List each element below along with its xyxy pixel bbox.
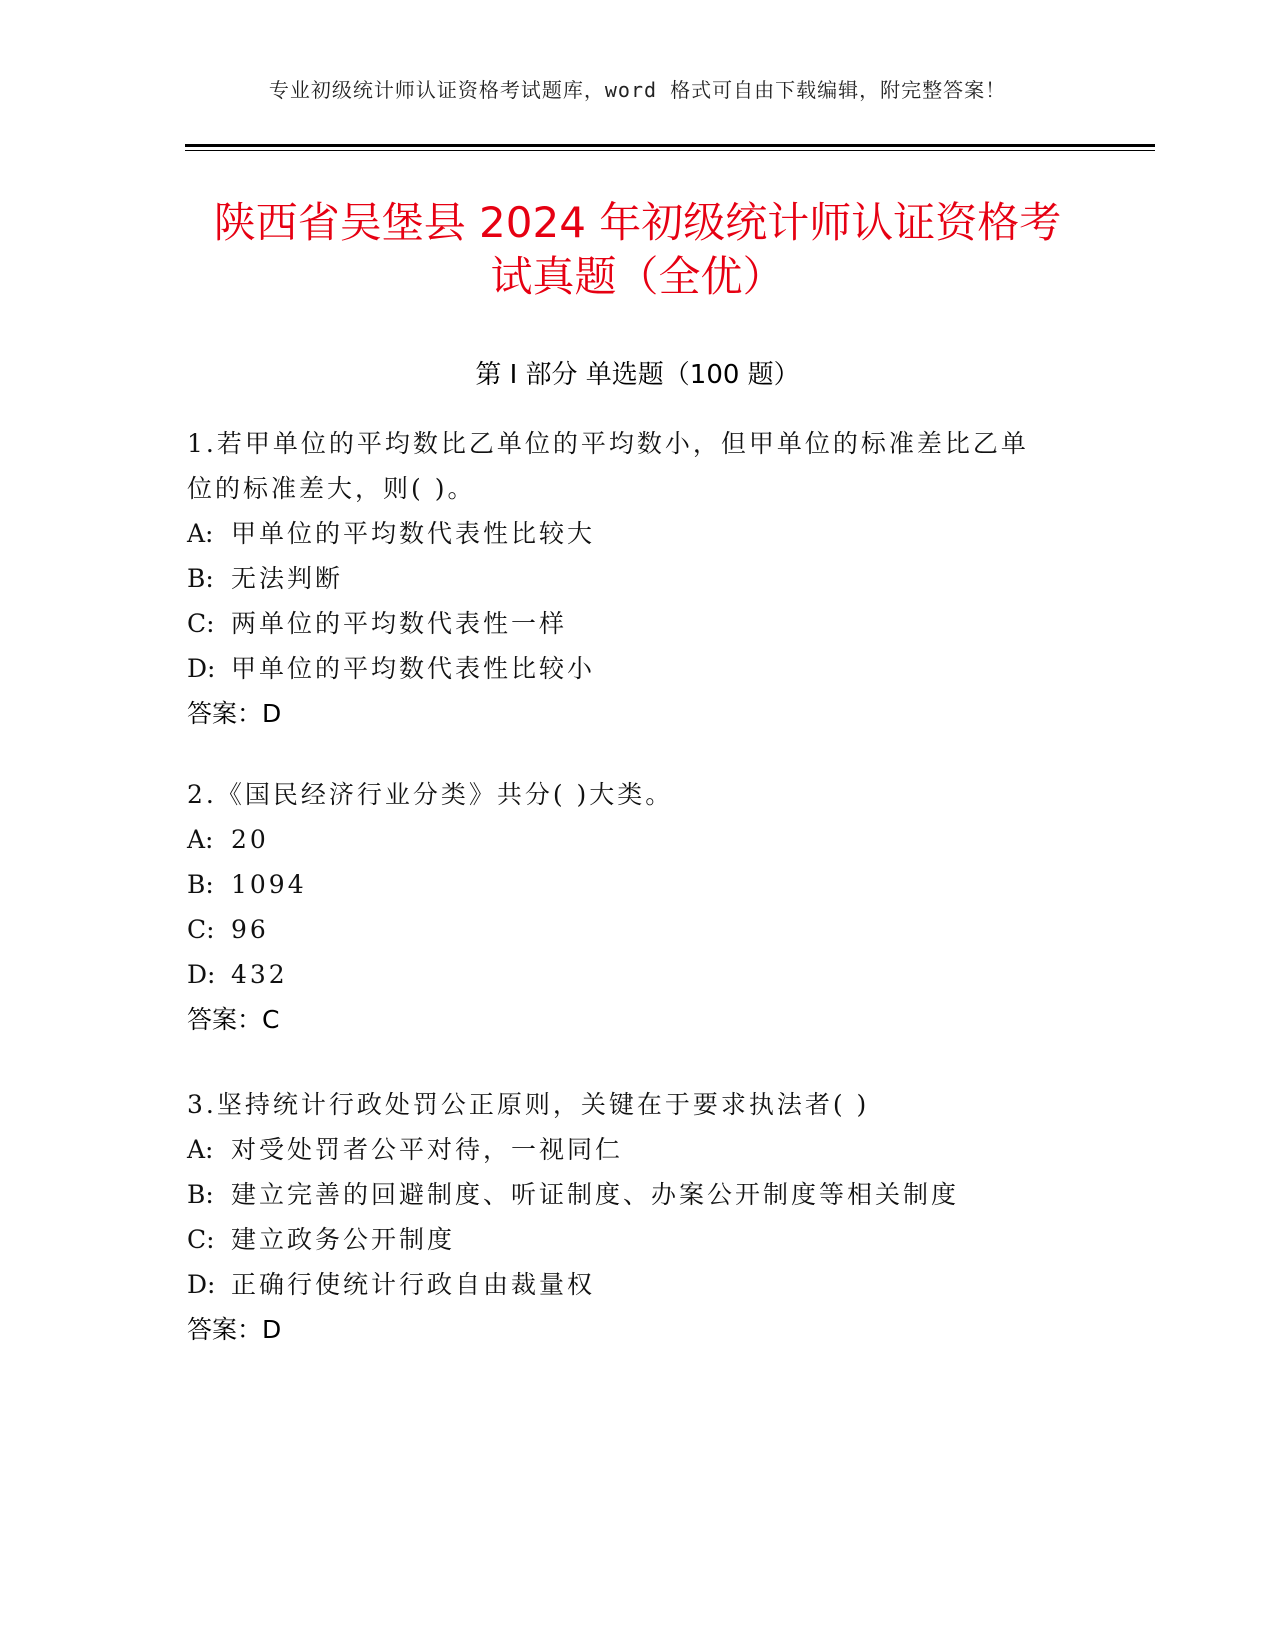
option-d bbox=[187, 1262, 1087, 1307]
answer-text: 答案：D bbox=[187, 699, 282, 728]
option-a bbox=[187, 511, 1087, 556]
option-d bbox=[187, 952, 1087, 997]
option-letter: A: bbox=[187, 825, 214, 854]
option-text: 96 bbox=[231, 915, 269, 944]
option-text: 甲单位的平均数代表性比较大 bbox=[231, 519, 596, 548]
question-text-continued: 位的标准差大，则( )。 bbox=[187, 474, 476, 503]
header-note: 专业初级统计师认证资格考试题库，word 格式可自由下载编辑，附完整答案！ bbox=[268, 78, 1007, 102]
option-a bbox=[187, 1127, 1087, 1172]
answer-text: 答案：D bbox=[187, 1315, 282, 1344]
document-title-line2: 试真题（全优） bbox=[490, 252, 785, 301]
option-letter: B: bbox=[187, 1180, 214, 1209]
option-letter: A: bbox=[187, 519, 214, 548]
document-title bbox=[150, 196, 1125, 304]
question-1 bbox=[187, 421, 1087, 736]
option-letter: B: bbox=[187, 564, 214, 593]
option-letter: C: bbox=[187, 1225, 215, 1254]
question-3 bbox=[187, 1082, 1087, 1352]
document-title-line1: 陕西省吴堡县 2024 年初级统计师认证资格考 bbox=[213, 198, 1062, 247]
option-text: 432 bbox=[231, 960, 288, 989]
option-text: 20 bbox=[231, 825, 269, 854]
option-d bbox=[187, 646, 1087, 691]
option-text: 建立政务公开制度 bbox=[231, 1225, 456, 1254]
option-b bbox=[187, 1172, 1087, 1217]
option-text: 1094 bbox=[231, 870, 307, 899]
question-text: 1.若甲单位的平均数比乙单位的平均数小，但甲单位的标准差比乙单 bbox=[187, 429, 1029, 458]
option-a bbox=[187, 817, 1087, 862]
option-letter: A: bbox=[187, 1135, 214, 1164]
option-text: 两单位的平均数代表性一样 bbox=[231, 609, 568, 638]
option-letter: C: bbox=[187, 915, 215, 944]
header-rule-thin bbox=[185, 150, 1155, 151]
option-letter: D: bbox=[187, 654, 216, 683]
question-text: 2.《国民经济行业分类》共分( )大类。 bbox=[187, 780, 674, 809]
option-b bbox=[187, 862, 1087, 907]
option-c bbox=[187, 907, 1087, 952]
option-letter: D: bbox=[187, 960, 216, 989]
option-b bbox=[187, 556, 1087, 601]
header-rule-thick bbox=[185, 144, 1155, 147]
answer-text: 答案：C bbox=[187, 1005, 280, 1034]
option-c bbox=[187, 601, 1087, 646]
option-letter: C: bbox=[187, 609, 215, 638]
option-text: 正确行使统计行政自由裁量权 bbox=[231, 1270, 596, 1299]
option-c bbox=[187, 1217, 1087, 1262]
option-letter: D: bbox=[187, 1270, 216, 1299]
question-text: 3.坚持统计行政处罚公正原则，关键在于要求执法者( ) bbox=[187, 1090, 870, 1119]
option-text: 对受处罚者公平对待，一视同仁 bbox=[231, 1135, 624, 1164]
option-text: 无法判断 bbox=[231, 564, 344, 593]
question-2 bbox=[187, 772, 1087, 1042]
option-text: 建立完善的回避制度、听证制度、办案公开制度等相关制度 bbox=[231, 1180, 960, 1209]
option-text: 甲单位的平均数代表性比较小 bbox=[231, 654, 596, 683]
option-letter: B: bbox=[187, 870, 214, 899]
section-title: 第 I 部分 单选题（100 题） bbox=[475, 360, 800, 390]
